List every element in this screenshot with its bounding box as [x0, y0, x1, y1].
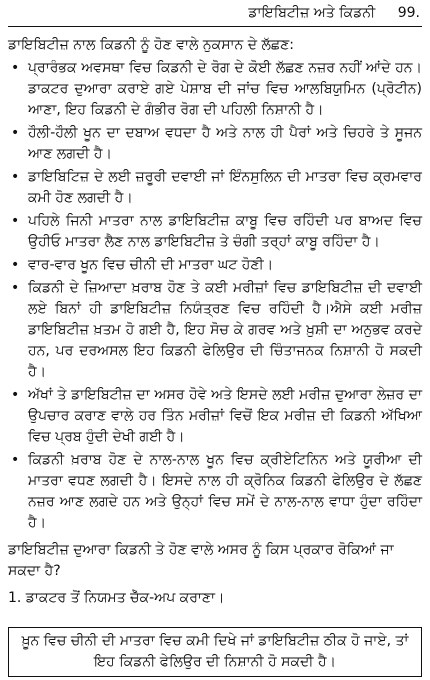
- list-item: [8, 255, 422, 276]
- list-item-text: ਡਾਇਬਿਟਿਜ਼ ਦੇ ਲਈ ਜ਼ਰੂਰੀ ਦਵਾਈ ਜਾਂ ਇੰਨਸੁਲਿਨ ਦੀ ਮਾਤਰਾ ਵਿਚ ਕ੍ਰਮਵਾਰ ਕਮੀ ਹੋਣ ਲਗਦੀ ਹੈ।: [28, 169, 422, 206]
- list-item-text: ਅੱਖਾਂ ਤੇ ਡਾਇਬਿਟੀਜ਼ ਦਾ ਅਸਰ ਹੋਵੇ ਅਤੇ ਇਸਦੇ ਲਈ ਮਰੀਜ਼ ਦੁਆਰਾ ਲੇਜ਼ਰ ਦਾ ਉਪਚਾਰ ਕਰਾਣ ਵਾਲੇ ਹਰ ਤਿੰਨ ਮਰੀਜ਼ਾਂ ਵਿਚੋਂ ਇਕ ਮਰੀਜ਼ ਦੀ ਕਿਡਨੀ ਅੱਖਿਆ ਵਿਚ ਪ੍ਰਬ ਹੁੰਦੀ ਦੇਖੀ ਗਈ ਹੈ।: [28, 387, 422, 445]
- bullet-icon: •: [11, 169, 20, 185]
- chapter-title: ਡਾਇਬਿਟੀਜ਼ ਅਤੇ ਕਿਡਨੀ: [248, 5, 376, 21]
- list-item-text: ਪਹਿਲੇ ਜਿਨੀ ਮਾਤਰਾ ਨਾਲ ਡਾਇਬਿਟੀਜ਼ ਕਾਬੂ ਵਿਚ ਰਹਿੰਦੀ ਪਰ ਬਾਅਦ ਵਿਚ ਉਹੀਓ ਮਾਤਰਾ ਲੈਣ ਨਾਲ ਡਾਇਬਿਟੀਜ਼ ਤੇ ਚੰਗੀ ਤਰ੍ਹਾਂ ਕਾਬੂ ਰਹਿੰਦਾ ਹੈ।: [28, 213, 422, 250]
- bullet-icon: •: [11, 387, 20, 403]
- list-item: [8, 58, 422, 121]
- bullet-icon: •: [11, 452, 20, 468]
- bullet-icon: •: [11, 125, 20, 141]
- bullet-icon: •: [11, 60, 20, 76]
- bullet-icon: •: [11, 280, 20, 296]
- bullet-icon: •: [11, 213, 20, 229]
- list-item-text: ਕਿਡਨੀ ਦੇ ਜ਼ਿਆਦਾ ਖ਼ਰਾਬ ਹੋਣ ਤੇ ਕਈ ਮਰੀਜ਼ਾਂ ਵਿਚ ਡਾਇਬਿਟੀਜ਼ ਦੀ ਦਵਾਈ ਲਏ ਬਿਨਾਂ ਹੀ ਡਾਇਬਿਟੀਜ਼ ਨਿਯੰਤ੍ਰਣ ਵਿਚ ਰਹਿੰਦੀ ਹੈ।ਐਸੇ ਕਈ ਮਰੀਜ਼ ਡਾਇਬਿਟੀਜ਼ ਖ਼ਤਮ ਹੋ ਗਈ ਹੈ, ਇਹ ਸੋਚ ਕੇ ਗਰਵ ਅਤੇ ਖ਼ੁਸ਼ੀ ਦਾ ਅਨੁਭਵ ਕਰਦੇ ਹਨ, ਪਰ ਦਰਅਸਲ ਇਹ ਕਿਡਨੀ ਫੇਲਿਉਰ ਦੀ ਚਿੰਤਾਜਨਕ ਨਿਸ਼ਾਨੀ ਹੋ ਸਕਦੀ ਹੈ।: [28, 280, 422, 380]
- page-number: 99.: [397, 5, 420, 21]
- header-rule: [8, 26, 422, 27]
- list-item: [8, 167, 422, 209]
- numbered-point: 1. ਡਾਕਟਰ ਤੋਂ ਨਿਯਮਤ ਚੇੱਕ-ਅਪ ਕਰਾਣਾ।: [8, 590, 225, 606]
- running-header: [8, 4, 422, 22]
- prevention-question: ਡਾਇਬਿਟੀਜ਼ ਦੁਆਰਾ ਕਿਡਨੀ ਤੇ ਹੋਣ ਵਾਲੇ ਅਸਰ ਨੂੰ ਕਿਸ ਪ੍ਰਕਾਰ ਰੋਕਿਆਂ ਜਾ ਸਕਦਾ ਹੈ?: [8, 542, 394, 579]
- boxed-note: ਖ਼ੂਨ ਵਿਚ ਚੀਨੀ ਦੀ ਮਾਤਰਾ ਵਿਚ ਕਮੀ ਦਿਖੇ ਜਾਂ ਡਾਇਬਿਟੀਜ਼ ਠੀਕ ਹੋ ਜਾਏ, ਤਾਂ ਇਹ ਕਿਡਨੀ ਫੇਲਿਉਰ ਦੀ ਨਿਸ਼ਾਨੀ ਹੋ ਸਕਦੀ ਹੈ।: [8, 627, 422, 677]
- symptom-list: [8, 58, 422, 534]
- list-item: [8, 385, 422, 448]
- list-item-text: ਪ੍ਰਾਰੰਭਕ ਅਵਸਥਾ ਵਿਚ ਕਿਡਨੀ ਦੇ ਰੋਗ ਦੇ ਕੋਈ ਲੱਛਣ ਨਜ਼ਰ ਨਹੀਂ ਆਂਦੇ ਹਨ। ਡਾਕਟਰ ਦੁਆਰਾ ਕਰਾਏ ਗਏ ਪੇਸ਼ਾਬ ਦੀ ਜਾਂਚ ਵਿਚ ਆਲਬਿਯੁਮਿਨ (ਪ੍ਰੋਟੀਨ) ਆਣਾ, ਇਹ ਕਿਡਨੀ ਦੇ ਗੰਭੀਰ ਰੋਗ ਦੀ ਪਹਿਲੀ ਨਿਸ਼ਾਨੀ ਹੈ।: [28, 60, 422, 118]
- section-heading: ਡਾਇਬਿਟੀਜ਼ ਨਾਲ ਕਿਡਨੀ ਨੂੰ ਹੋਣ ਵਾਲੇ ਨੁਕਸਾਨ ਦੇ ਲੱਛਣ:: [8, 37, 294, 53]
- list-item: [8, 278, 422, 383]
- list-item-text: ਕਿਡਨੀ ਖ਼ਰਾਬ ਹੋਣ ਦੇ ਨਾਲ-ਨਾਲ ਖੂਨ ਵਿਚ ਕ੍ਰੀਏਟਿਨਿਨ ਅਤੇ ਯੂਰੀਆ ਦੀ ਮਾਤਰਾ ਵਧਣ ਲਗਦੀ ਹੈ। ਇਸਦੇ ਨਾਲ ਹੀ ਕ੍ਰੋਨਿਕ ਕਿਡਨੀ ਫੇਲਿਉਰ ਦੇ ਲੱਛਣ ਨਜ਼ਰ ਆਣ ਲਗਦੇ ਹਨ ਅਤੇ ਉਨ੍ਹਾਂ ਵਿਚ ਸਮੇਂ ਦੇ ਨਾਲ-ਨਾਲ ਵਾਧਾ ਹੁੰਦਾ ਰਹਿੰਦਾ ਹੈ।: [28, 452, 422, 531]
- list-item: [8, 211, 422, 253]
- list-item: [8, 123, 422, 165]
- list-item-text: ਵਾਰ-ਵਾਰ ਖੂਨ ਵਿਚ ਚੀਨੀ ਦੀ ਮਾਤਰਾ ਘਟ ਹੋਣੀ।: [28, 257, 274, 273]
- list-item-text: ਹੌਲੀ-ਹੌਲੀ ਖੂਨ ਦਾ ਦਬਾਅ ਵਧਦਾ ਹੈ ਅਤੇ ਨਾਲ ਹੀ ਪੈਰਾਂ ਅਤੇ ਚਿਹਰੇ ਤੇ ਸੂਜਨ ਆਣ ਲਗਦੀ ਹੈ।: [28, 125, 422, 162]
- list-item: [8, 450, 422, 534]
- bullet-icon: •: [11, 257, 20, 273]
